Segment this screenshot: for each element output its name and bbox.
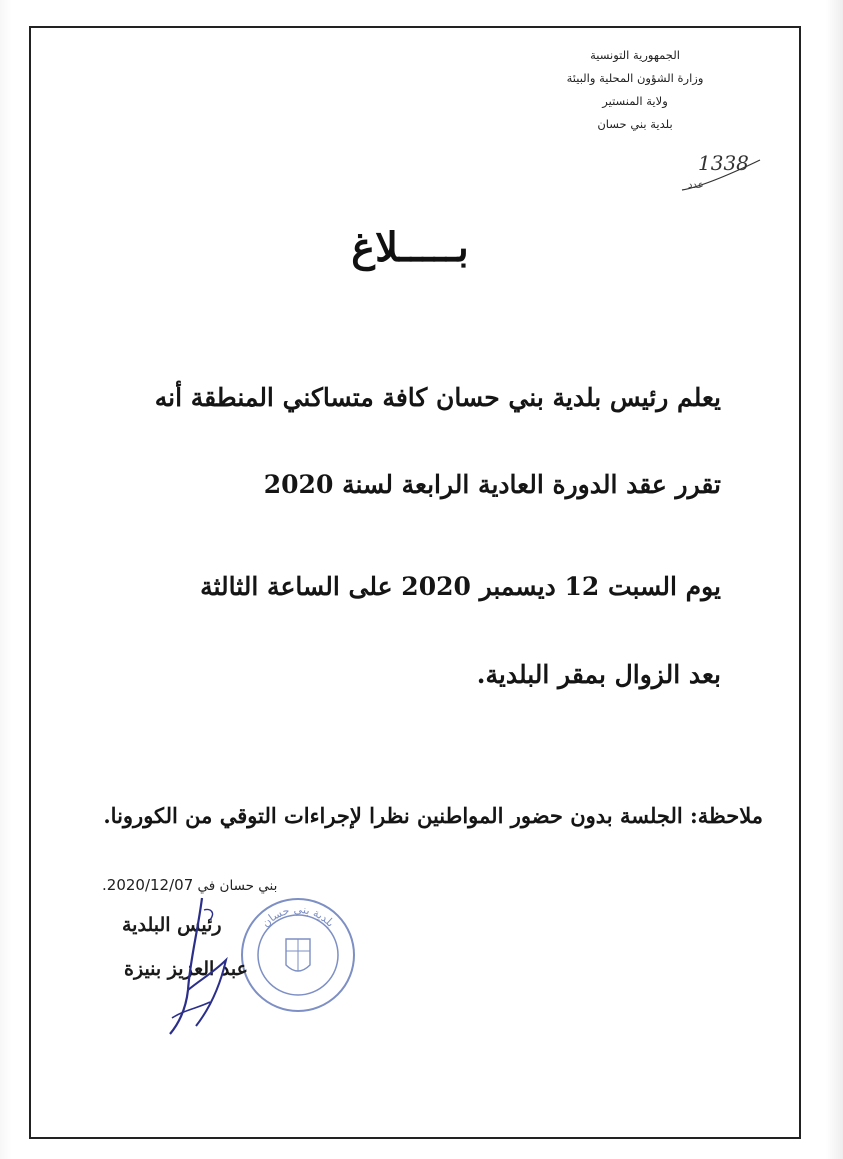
place-label: بني حسان في [197, 878, 278, 894]
body-line-1: يعلم رئيس بلدية بني حسان كافة متساكني المنطقة أنه [154, 383, 721, 412]
letterhead-governorate: ولاية المنستير [602, 94, 668, 108]
body-line-3: يوم السبت 12 ديسمبر 2020 على الساعة الثالثة [200, 572, 721, 601]
covid-note: ملاحظة: الجلسة بدون حضور المواطنين نظرا لإجراءات التوقي من الكورونا. [103, 803, 763, 828]
stamp-text: بلدية بني حسان [259, 902, 338, 930]
letterhead-ministry: وزارة الشؤون المحلية والبيئة [566, 71, 704, 85]
reference-number: 1338 [698, 151, 749, 175]
letterhead-country: الجمهورية التونسية [590, 48, 680, 62]
letterhead-municipality: بلدية بني حسان [597, 117, 673, 131]
signatory-title: رئيس البلدية [122, 914, 222, 936]
official-stamp [236, 893, 360, 1017]
handwritten-signature [140, 890, 250, 1040]
issue-date: 2020/12/07. [102, 876, 194, 894]
document-title: بـــــلاغ [351, 224, 469, 271]
body-line-4: بعد الزوال بمقر البلدية. [476, 660, 721, 689]
signatory-name: عبد العزيز بنيزة [124, 958, 248, 980]
reference-number-handwritten [676, 146, 766, 196]
reference-label: عدد [688, 180, 704, 191]
body-line-2: تقرر عقد الدورة العادية الرابعة لسنة 2020 [263, 470, 721, 499]
letterhead [505, 44, 765, 136]
